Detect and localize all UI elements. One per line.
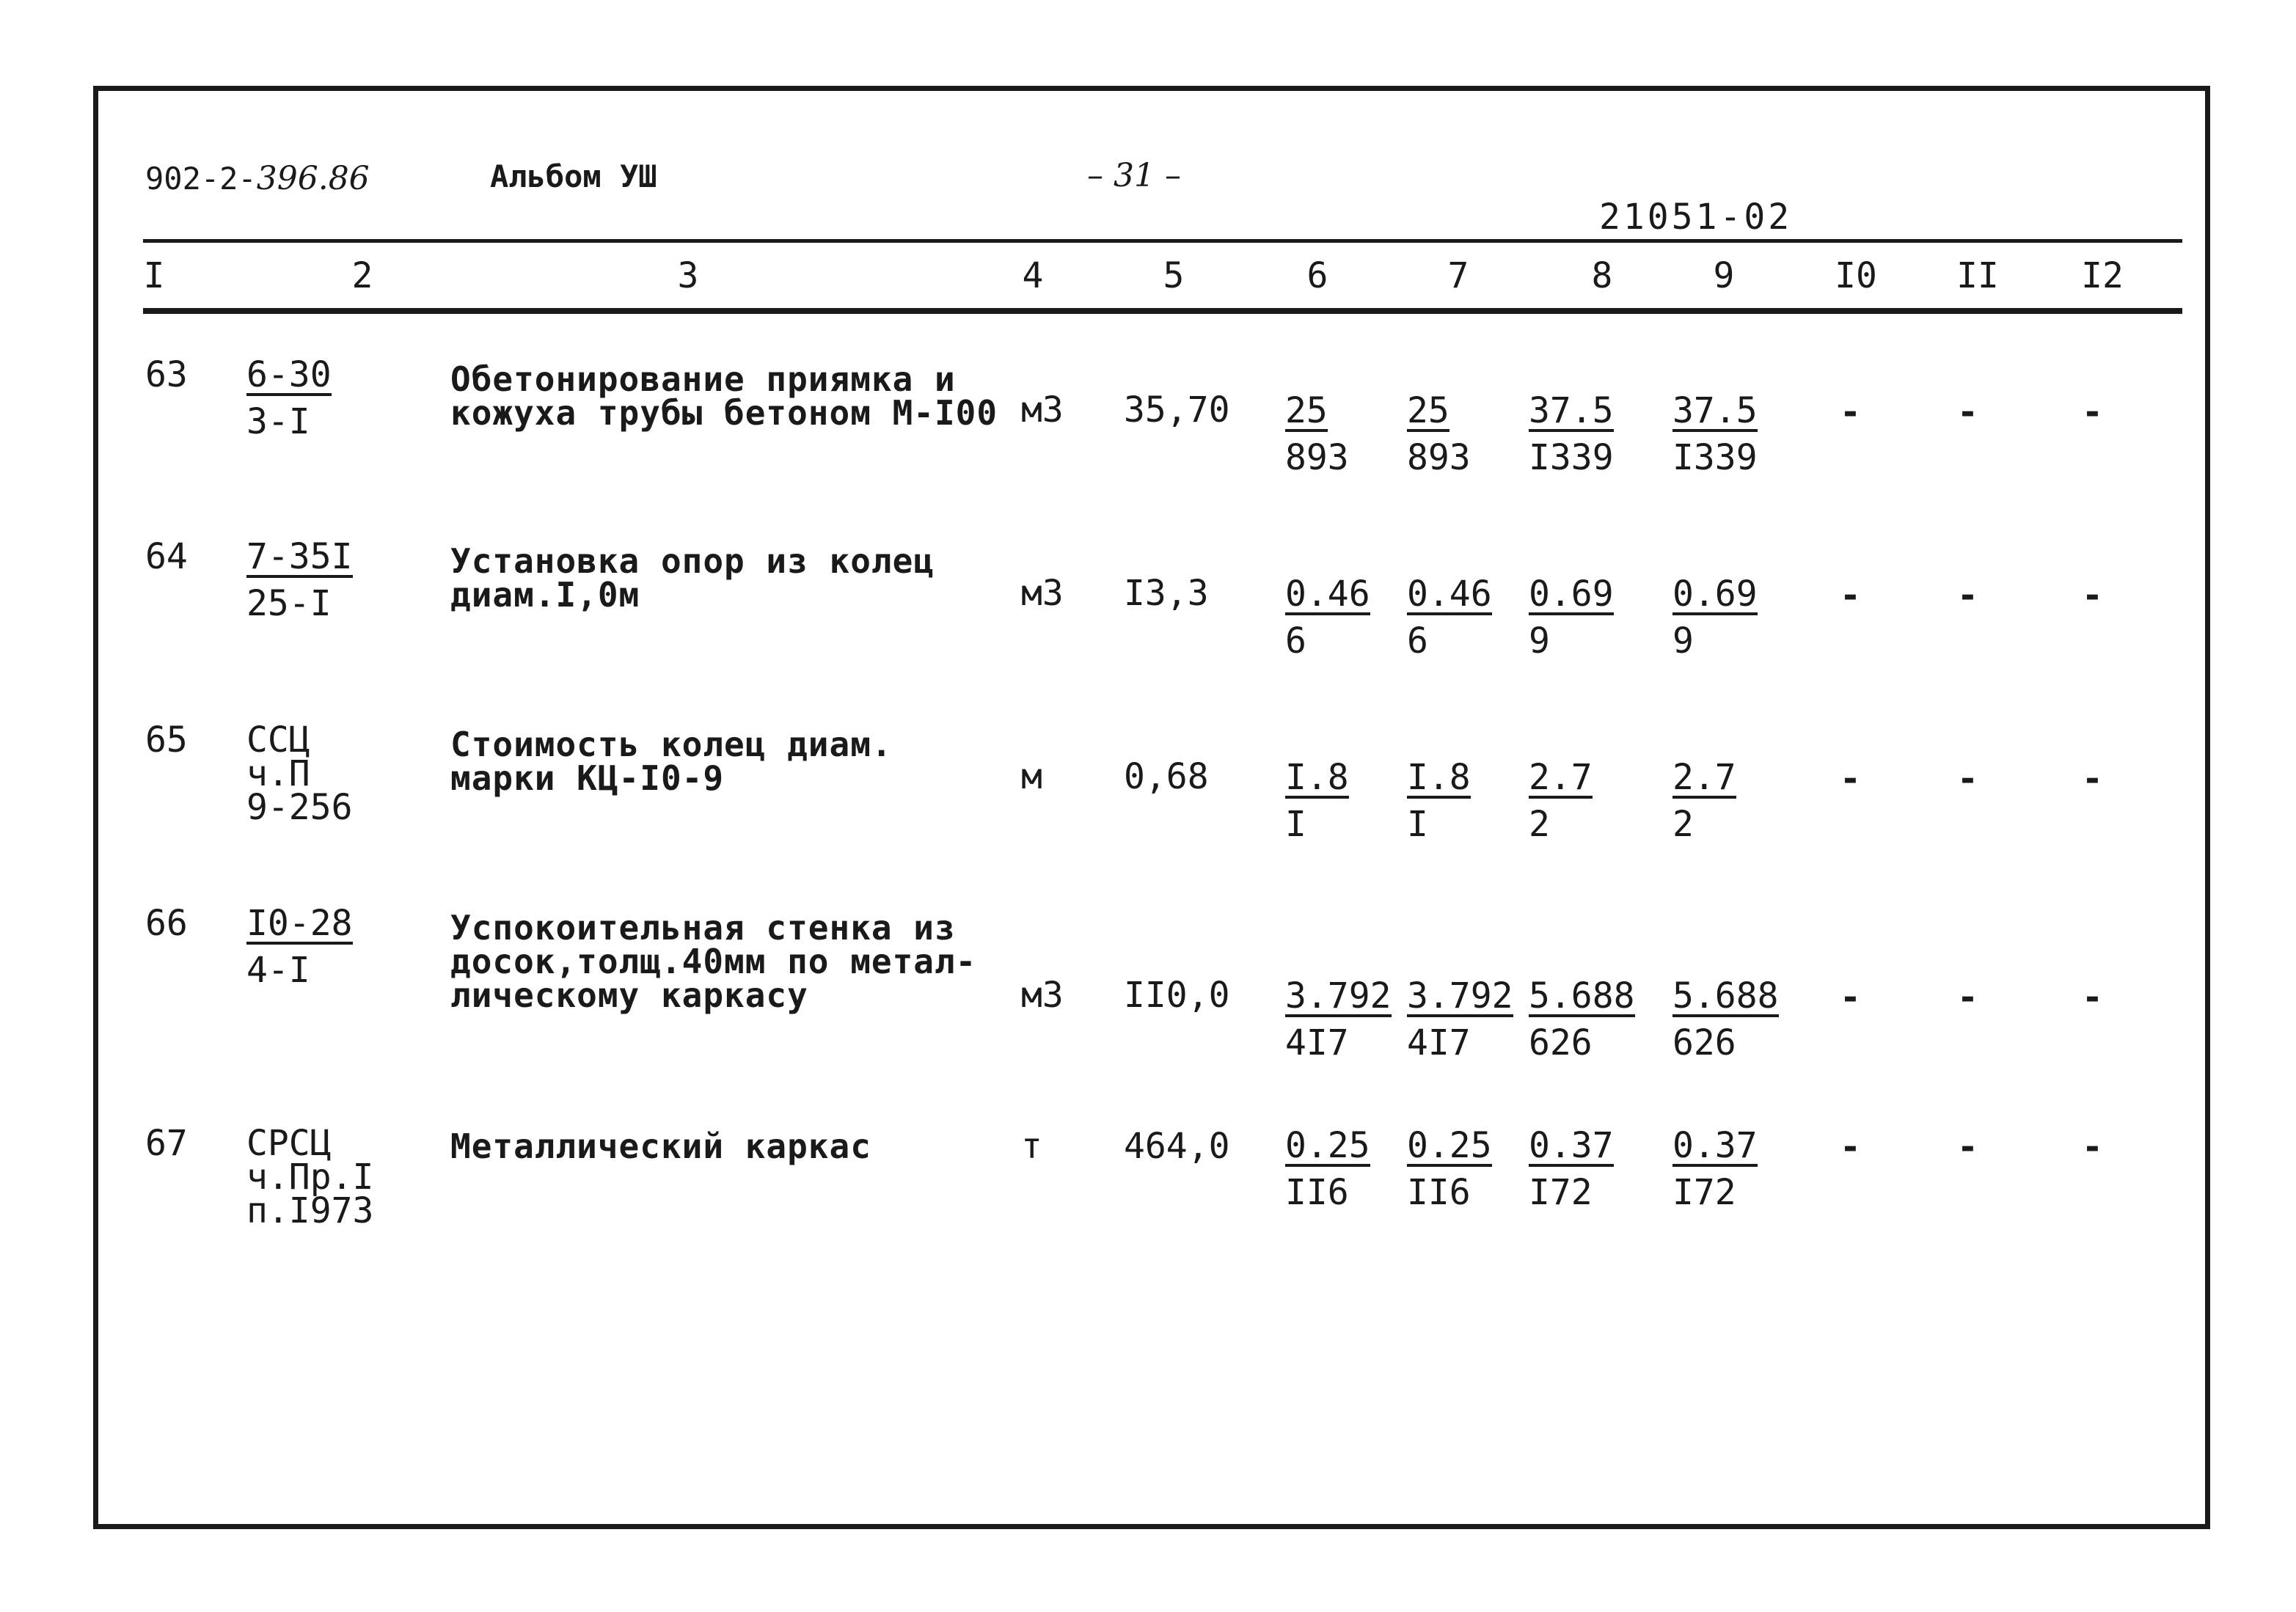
fraction-denominator: 9 [1529, 620, 1550, 662]
norm-code [246, 354, 332, 442]
column-number: 7 [1447, 255, 1469, 296]
norm-code-top: I0-28 [246, 903, 353, 944]
cost-col9 [1672, 387, 1758, 481]
cost-col7 [1407, 1122, 1492, 1216]
column-number: 6 [1306, 255, 1328, 296]
document-number [145, 160, 370, 197]
cost-col8 [1529, 754, 1593, 848]
cost-col7 [1407, 571, 1492, 664]
cost-col12: - [2082, 758, 2103, 799]
cost-col6 [1285, 1122, 1370, 1216]
norm-code-line: 25-I [246, 583, 332, 624]
quantity: 0,68 [1124, 756, 1209, 797]
work-description [450, 908, 977, 1015]
work-description [450, 359, 998, 433]
row-number: 63 [145, 354, 188, 395]
fraction-numerator: 37.5 [1672, 390, 1758, 431]
cost-col6 [1285, 972, 1392, 1066]
column-number: I0 [1835, 255, 1877, 296]
cost-col7 [1407, 754, 1471, 848]
norm-code-top: ССЦ [246, 719, 310, 761]
cost-col10: - [1840, 758, 1861, 799]
cost-col6 [1285, 754, 1349, 848]
document-number-prefix: 902-2- [145, 161, 257, 197]
unit: т [1021, 1126, 1042, 1167]
fraction-denominator: 893 [1285, 437, 1349, 478]
column-number: II [1956, 255, 1999, 296]
unit: м [1021, 756, 1042, 797]
description-line: Установка опор из колец [450, 541, 935, 581]
row-number: 66 [145, 903, 188, 944]
norm-code-line: п.I973 [246, 1190, 374, 1231]
norm-code-top: 7-35I [246, 536, 353, 577]
cost-col10: - [1840, 977, 1861, 1018]
fraction-numerator: 25 [1407, 390, 1449, 431]
column-number: 2 [351, 255, 373, 296]
fraction-numerator: 0.37 [1672, 1125, 1758, 1166]
norm-code [246, 903, 353, 991]
norm-code [246, 719, 353, 828]
row-number: 65 [145, 719, 188, 761]
description-line: диам.I,0м [450, 575, 640, 615]
norm-code-line: 9-256 [246, 787, 353, 828]
fraction-numerator: 25 [1285, 390, 1328, 431]
fraction-denominator: 4I7 [1407, 1022, 1471, 1063]
catalog-stamp: 21051-02 [1599, 197, 1793, 238]
cost-col6 [1285, 387, 1349, 481]
description-line: кожуха трубы бетоном М-I00 [450, 393, 998, 433]
fraction-numerator: I.8 [1407, 757, 1471, 798]
cost-col9 [1672, 571, 1758, 664]
cost-col11: - [1957, 392, 1978, 433]
fraction-numerator: 5.688 [1529, 975, 1635, 1016]
quantity: 464,0 [1124, 1126, 1230, 1167]
norm-code-line: ч.П [246, 753, 310, 794]
fraction-numerator: 2.7 [1529, 757, 1593, 798]
page-frame [93, 86, 2210, 1529]
work-description [450, 541, 935, 615]
unit: м3 [1021, 389, 1064, 431]
cost-col12: - [2082, 977, 2103, 1018]
norm-code-line: 4-I [246, 950, 310, 991]
description-line: Успокоительная стенка из [450, 908, 956, 948]
column-number: 9 [1713, 255, 1735, 296]
norm-code-line: ч.Пр.I [246, 1157, 374, 1198]
cost-col11: - [1957, 575, 1978, 616]
description-line: досок,толщ.40мм по метал- [450, 942, 977, 981]
fraction-numerator: 5.688 [1672, 975, 1779, 1016]
cost-col11: - [1957, 758, 1978, 799]
fraction-denominator: I339 [1529, 437, 1614, 478]
cost-col8 [1529, 972, 1635, 1066]
fraction-numerator: 3.792 [1407, 975, 1513, 1016]
row-number: 67 [145, 1123, 188, 1164]
fraction-denominator: II6 [1407, 1172, 1471, 1213]
fraction-numerator: 0.25 [1285, 1125, 1370, 1166]
quantity: I3,3 [1124, 573, 1209, 614]
description-line: марки КЦ-I0-9 [450, 758, 725, 798]
cost-col7 [1407, 972, 1513, 1066]
norm-code-top: 6-30 [246, 354, 332, 395]
norm-code [246, 536, 353, 624]
fraction-numerator: 0.46 [1407, 574, 1492, 615]
fraction-denominator: I339 [1672, 437, 1758, 478]
fraction-denominator: I [1285, 804, 1306, 845]
quantity: 35,70 [1124, 389, 1230, 431]
norm-code [246, 1123, 374, 1231]
fraction-denominator: 6 [1407, 620, 1428, 662]
cost-col8 [1529, 1122, 1614, 1216]
description-line: Металлический каркас [450, 1126, 871, 1166]
cost-col10: - [1840, 575, 1861, 616]
fraction-numerator: I.8 [1285, 757, 1349, 798]
column-number: 8 [1591, 255, 1613, 296]
document-number-handwritten: 396.86 [256, 160, 370, 197]
fraction-numerator: 2.7 [1672, 757, 1736, 798]
fraction-denominator: 893 [1407, 437, 1471, 478]
cost-col10: - [1840, 1126, 1861, 1168]
fraction-denominator: I72 [1529, 1172, 1593, 1213]
norm-code-top: СРСЦ [246, 1123, 332, 1164]
work-description [450, 725, 893, 798]
fraction-denominator: 2 [1529, 804, 1550, 845]
cost-col11: - [1957, 977, 1978, 1018]
fraction-numerator: 0.46 [1285, 574, 1370, 615]
fraction-denominator: 4I7 [1285, 1022, 1349, 1063]
fraction-denominator: 626 [1529, 1022, 1593, 1063]
cost-col12: - [2082, 392, 2103, 433]
cost-col6 [1285, 571, 1370, 664]
cost-col11: - [1957, 1126, 1978, 1168]
norm-code-line: 3-I [246, 401, 310, 442]
page-number: – 31 – [1087, 157, 1181, 194]
cost-col10: - [1840, 392, 1861, 433]
fraction-denominator: I [1407, 804, 1428, 845]
quantity: II0,0 [1124, 975, 1230, 1016]
work-description [450, 1126, 871, 1166]
column-number: I [143, 255, 165, 296]
cost-col7 [1407, 387, 1471, 481]
column-number: 5 [1163, 255, 1185, 296]
fraction-numerator: 0.25 [1407, 1125, 1492, 1166]
cost-col12: - [2082, 1126, 2103, 1168]
fraction-numerator: 0.69 [1672, 574, 1758, 615]
column-number: 3 [677, 255, 699, 296]
unit: м3 [1021, 975, 1064, 1016]
cost-col8 [1529, 571, 1614, 664]
header-rule-top [143, 239, 2182, 243]
cost-col9 [1672, 754, 1736, 848]
fraction-denominator: I72 [1672, 1172, 1736, 1213]
fraction-denominator: 2 [1672, 804, 1694, 845]
fraction-numerator: 3.792 [1285, 975, 1392, 1016]
description-line: Стоимость колец диам. [450, 725, 893, 764]
cost-col9 [1672, 972, 1779, 1066]
fraction-numerator: 0.37 [1529, 1125, 1614, 1166]
unit: м3 [1021, 573, 1064, 614]
cost-col12: - [2082, 575, 2103, 616]
description-line: лическому каркасу [450, 975, 808, 1015]
fraction-denominator: II6 [1285, 1172, 1349, 1213]
fraction-denominator: 9 [1672, 620, 1694, 662]
column-number: I2 [2081, 255, 2124, 296]
fraction-numerator: 0.69 [1529, 574, 1614, 615]
cost-col8 [1529, 387, 1614, 481]
cost-col9 [1672, 1122, 1758, 1216]
description-line: Обетонирование приямка и [450, 359, 956, 399]
album-title: Альбом УШ [490, 158, 657, 194]
row-number: 64 [145, 536, 188, 577]
fraction-denominator: 6 [1285, 620, 1306, 662]
fraction-numerator: 37.5 [1529, 390, 1614, 431]
fraction-denominator: 626 [1672, 1022, 1736, 1063]
column-number: 4 [1022, 255, 1044, 296]
header-rule-bottom [143, 308, 2182, 314]
